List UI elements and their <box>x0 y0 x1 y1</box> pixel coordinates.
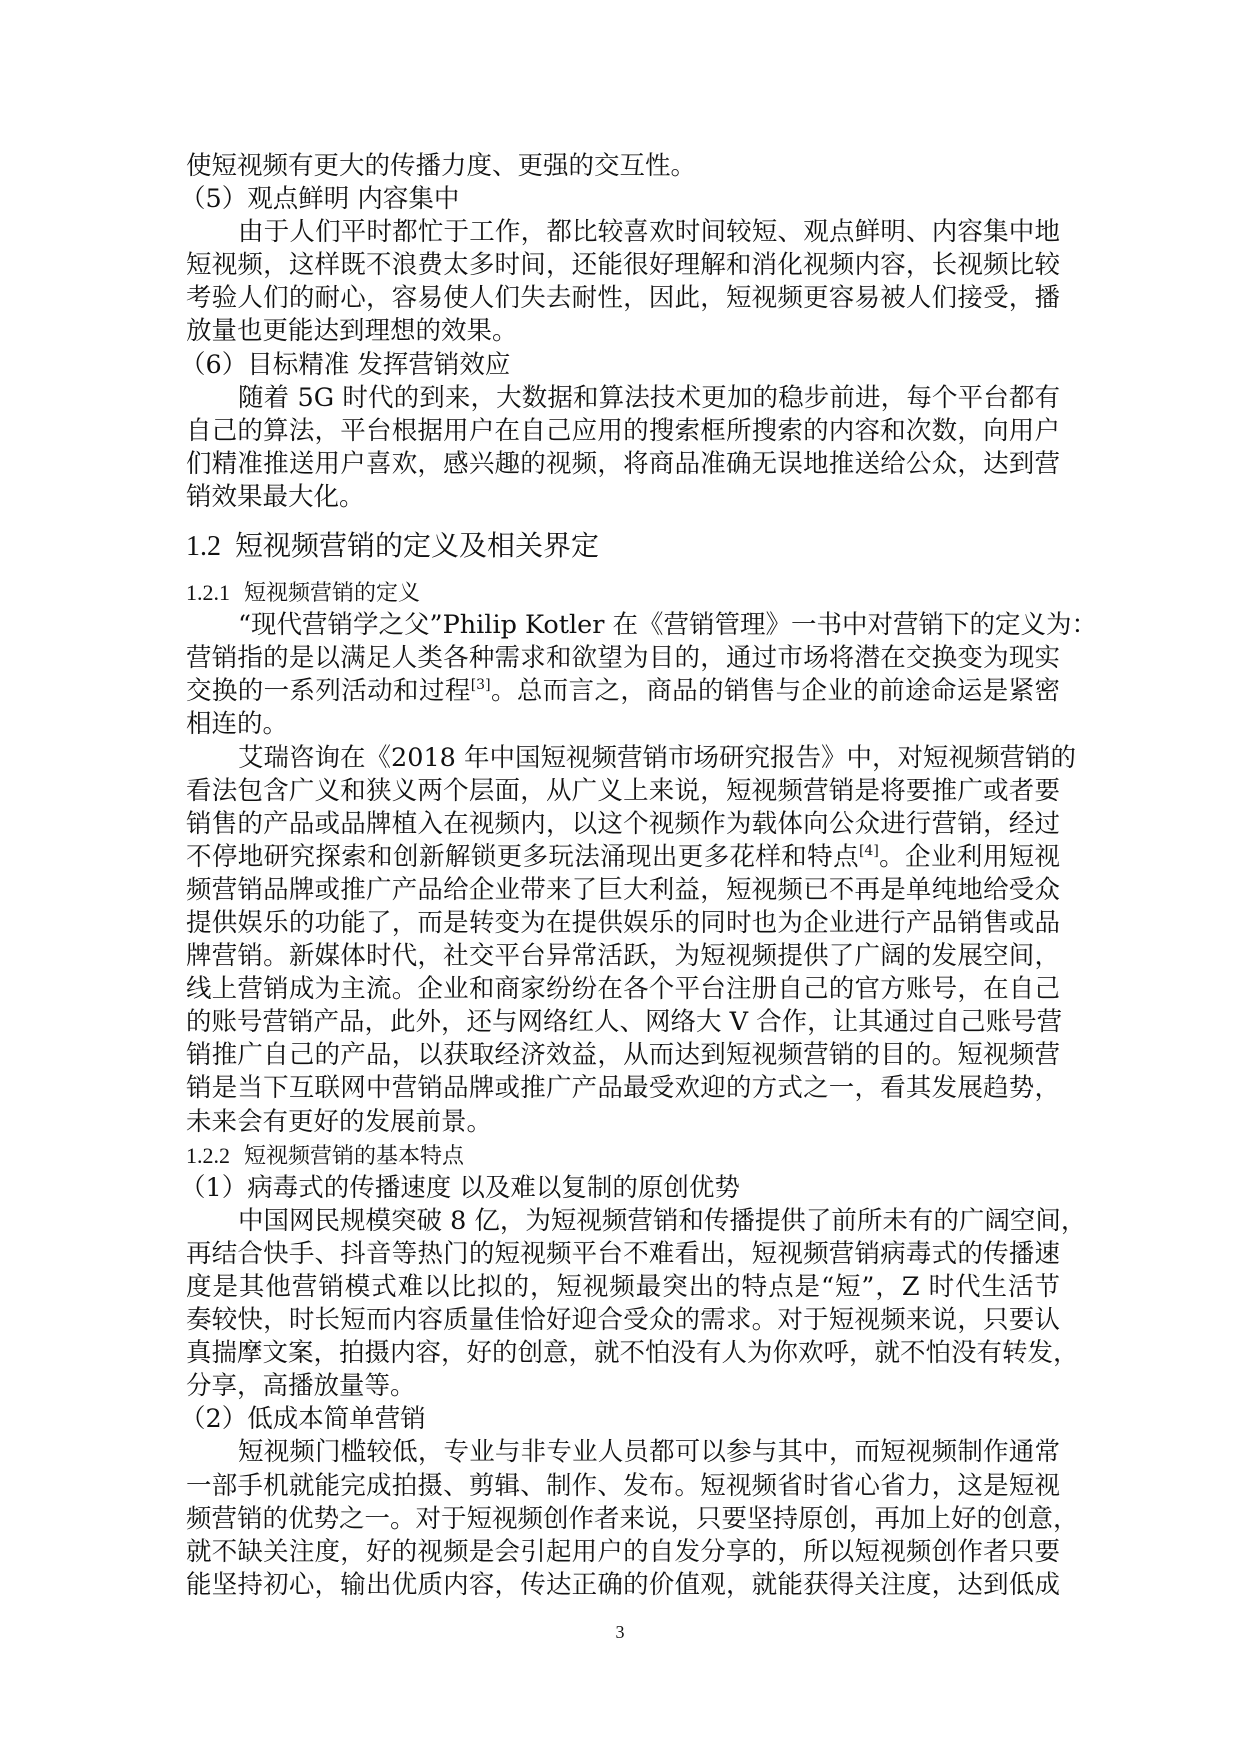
subsection-number: 1.2.2 <box>186 1142 230 1168</box>
subheading-5: （5）观点鲜明 内容集中 <box>180 184 460 215</box>
paragraph-line: 由于人们平时都忙于工作，都比较喜欢时间较短、观点鲜明、内容集中地 <box>238 217 1060 248</box>
paragraph-line: 短视频，这样既不浪费太多时间，还能很好理解和消化视频内容，长视频比较 <box>186 250 1060 281</box>
feature-heading-2: （2）低成本简单营销 <box>180 1404 426 1435</box>
paragraph-line: 的账号营销产品，此外，还与网络红人、网络大 V 合作，让其通过自己账号营 <box>186 1007 1063 1038</box>
paragraph-line: 再结合快手、抖音等热门的短视频平台不难看出，短视频营销病毒式的传播速 <box>186 1238 1060 1269</box>
paragraph-line: 自己的算法，平台根据用户在自己应用的搜索框所搜索的内容和次数，向用户 <box>186 415 1060 446</box>
paragraph-line: 短视频门槛较低，专业与非专业人员都可以参与其中，而短视频制作通常 <box>238 1437 1060 1468</box>
paragraph-line: 营销指的是以满足人类各种需求和欲望为目的，通过市场将潜在交换变为现实 <box>186 643 1060 674</box>
paragraph-line: 牌营销。新媒体时代，社交平台异常活跃，为短视频提供了广阔的发展空间， <box>186 941 1060 972</box>
paragraph-line: 放量也更能达到理想的效果。 <box>186 316 518 347</box>
paragraph-line: 就不缺关注度，好的视频是会引起用户的自发分享的，所以短视频创作者只要 <box>186 1536 1060 1567</box>
paragraph-line: 们精准推送用户喜欢，感兴趣的视频，将商品准确无误地推送给公众，达到营 <box>186 448 1060 479</box>
paragraph-line: 频营销品牌或推广产品给企业带来了巨大利益，短视频已不再是单纯地给受众 <box>186 874 1060 905</box>
line-text: 。企业利用短视 <box>878 841 1060 872</box>
page-number: 3 <box>615 1622 625 1642</box>
subsection-title: 短视频营销的基本特点 <box>244 1143 465 1169</box>
section-heading <box>186 526 1060 566</box>
paragraph-line: 未来会有更好的发展前景。 <box>186 1106 493 1137</box>
citation-ref: [4] <box>858 842 879 859</box>
line-text: 不停地研究探索和创新解锁更多玩法涌现出更多花样和特点 <box>186 841 859 872</box>
paragraph-line: 随着 5G 时代的到来，大数据和算法技术更加的稳步前进，每个平台都有 <box>238 382 1060 413</box>
subsection-number: 1.2.1 <box>186 580 230 606</box>
paragraph-line: 奏较快，时长短而内容质量佳恰好迎合受众的需求。对于短视频来说，只要认 <box>186 1305 1060 1336</box>
paragraph-line: 真揣摩文案，拍摄内容，好的创意，就不怕没有人为你欢呼，就不怕没有转发， <box>186 1338 1079 1369</box>
paragraph-line: 销效果最大化。 <box>186 481 365 512</box>
paragraph-line: 销是当下互联网中营销品牌或推广产品最受欢迎的方式之一，看其发展趋势， <box>186 1073 1060 1104</box>
section-title: 短视频营销的定义及相关界定 <box>235 529 600 563</box>
subsection-heading-1-2-2 <box>186 1139 1060 1172</box>
line-text: 。总而言之，商品的销售与企业的前途命运是紧密 <box>490 676 1060 707</box>
paragraph-line: 分享，高播放量等。 <box>186 1371 416 1402</box>
paragraph-line: 相连的。 <box>186 709 289 740</box>
paragraph-line <box>186 841 1060 874</box>
paragraph-line: 销售的产品或品牌植入在视频内，以这个视频作为载体向公众进行营销，经过 <box>186 808 1060 839</box>
paragraph-line: 频营销的优势之一。对于短视频创作者来说，只要坚持原创，再加上好的创意， <box>186 1503 1079 1534</box>
paragraph-line: 考验人们的耐心，容易使人们失去耐性，因此，短视频更容易被人们接受，播 <box>186 283 1060 314</box>
paragraph-line: “现代营销学之父”Philip Kotler 在《营销管理》一书中对营销下的定义为： <box>238 610 1098 641</box>
paragraph-line: 使短视频有更大的传播力度、更强的交互性。 <box>186 151 697 181</box>
document-body <box>180 150 1098 1602</box>
feature-heading-1: （1）病毒式的传播速度 以及难以复制的原创优势 <box>180 1172 740 1203</box>
paragraph-line: 看法包含广义和狭义两个层面，从广义上来说，短视频营销是将要推广或者要 <box>186 775 1060 806</box>
paragraph-line <box>186 675 1060 708</box>
paragraph-line: 销推广自己的产品，以获取经济效益，从而达到短视频营销的目的。短视频营 <box>186 1040 1060 1071</box>
paragraph-line: 艾瑞咨询在《2018 年中国短视频营销市场研究报告》中，对短视频营销的 <box>238 742 1077 773</box>
subheading-6: （6）目标精准 发挥营销效应 <box>180 349 511 380</box>
paragraph-line: 一部手机就能完成拍摄、剪辑、制作、发布。短视频省时省心省力，这是短视 <box>186 1470 1060 1501</box>
section-number: 1.2 <box>186 531 221 563</box>
paragraph-line: 线上营销成为主流。企业和商家纷纷在各个平台注册自己的官方账号，在自己 <box>186 974 1060 1005</box>
line-text: 交换的一系列活动和过程 <box>186 676 471 707</box>
citation-ref: [3] <box>470 677 491 694</box>
paragraph-line: 能坚持初心，输出优质内容，传达正确的价值观，就能获得关注度，达到低成 <box>186 1569 1060 1600</box>
subsection-heading-1-2-1 <box>186 576 1060 609</box>
paragraph-line: 提供娱乐的功能了，而是转变为在提供娱乐的同时也为企业进行产品销售或品 <box>186 907 1060 938</box>
subsection-title: 短视频营销的定义 <box>244 581 421 607</box>
paragraph-line: 中国网民规模突破 8 亿，为短视频营销和传播提供了前所未有的广阔空间， <box>238 1205 1087 1236</box>
paragraph-line: 度是其他营销模式难以比拟的，短视频最突出的特点是“短”，Z 时代生活节 <box>186 1272 1060 1302</box>
